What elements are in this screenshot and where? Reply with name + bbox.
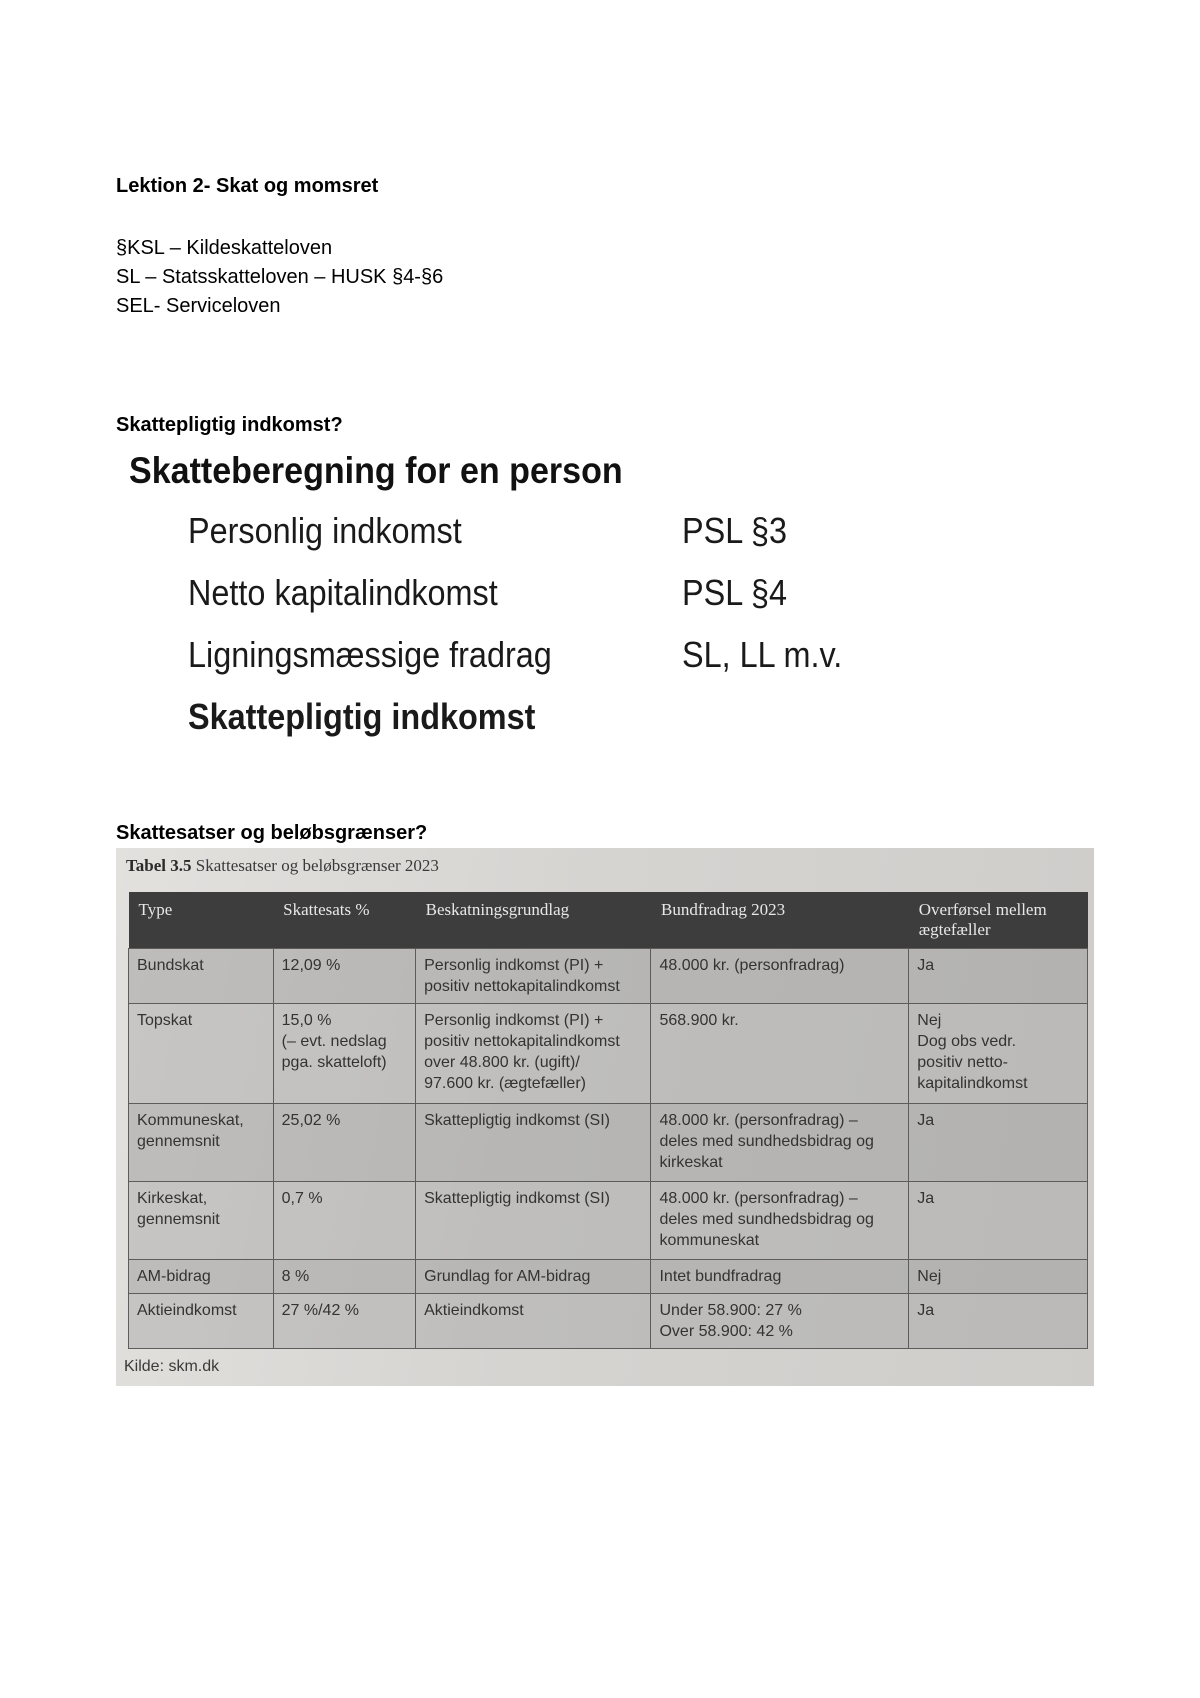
- page-title: Lektion 2- Skat og momsret: [116, 175, 379, 197]
- table-cell: Nej: [909, 1260, 1088, 1294]
- table-row: [129, 1294, 1088, 1349]
- slide-row-label: Personlig indkomst: [188, 510, 462, 551]
- table-cell: 48.000 kr. (personfradrag) – deles med sundhedsbidrag og kommuneskat: [651, 1182, 909, 1260]
- table-cell: 48.000 kr. (personfradrag) – deles med sundhedsbidrag og kirkeskat: [651, 1104, 909, 1182]
- table-cell: 12,09 %: [273, 949, 415, 1004]
- table-cell: Intet bundfradrag: [651, 1260, 909, 1294]
- table-cell: Kommuneskat, gennemsnit: [129, 1104, 274, 1182]
- table-cell: Nej Dog obs vedr. positiv netto- kapitalindkomst: [909, 1004, 1088, 1104]
- law-list: [116, 234, 443, 321]
- table-cell: 8 %: [273, 1260, 415, 1294]
- table-cell: Kirkeskat, gennemsnit: [129, 1182, 274, 1260]
- column-header: Overførsel mellem ægtefæller: [909, 892, 1088, 949]
- slide-row-label: Ligningsmæssige fradrag: [188, 634, 552, 675]
- tax-rates-table-photo: [116, 848, 1094, 1386]
- section-heading-taxable-income: Skattepligtig indkomst?: [116, 414, 343, 436]
- table-row: [129, 1004, 1088, 1104]
- table-caption: [126, 856, 439, 876]
- slide-row-ref: PSL §4: [682, 572, 788, 613]
- table-header-row: [129, 892, 1088, 949]
- table-cell: 568.900 kr.: [651, 1004, 909, 1104]
- column-header: Bundfradrag 2023: [651, 892, 909, 949]
- table-row: [129, 1260, 1088, 1294]
- table-row: [129, 1182, 1088, 1260]
- law-item-sel: SEL- Serviceloven: [116, 295, 281, 317]
- law-item-ksl: §KSL – Kildeskatteloven: [116, 237, 333, 259]
- slide-total: Skattepligtig indkomst: [188, 696, 536, 737]
- column-header: Type: [129, 892, 274, 949]
- table-cell: Grundlag for AM-bidrag: [416, 1260, 651, 1294]
- table-cell: 0,7 %: [273, 1182, 415, 1260]
- table-cell: Under 58.900: 27 % Over 58.900: 42 %: [651, 1294, 909, 1349]
- table-cell: Ja: [909, 1294, 1088, 1349]
- table-cell: Personlig indkomst (PI) + positiv nettokapitalindkomst: [416, 949, 651, 1004]
- table-cell: 25,02 %: [273, 1104, 415, 1182]
- tax-calculation-slide: [116, 444, 876, 754]
- table-cell: Skattepligtig indkomst (SI): [416, 1104, 651, 1182]
- slide-row-ref: PSL §3: [682, 510, 788, 551]
- slide-row-label: Netto kapitalindkomst: [188, 572, 498, 613]
- table-cell: AM-bidrag: [129, 1260, 274, 1294]
- table-cell: 48.000 kr. (personfradrag): [651, 949, 909, 1004]
- table-cell: Bundskat: [129, 949, 274, 1004]
- table-source: Kilde: skm.dk: [124, 1358, 220, 1375]
- table-cell: Topskat: [129, 1004, 274, 1104]
- slide-row-ref: SL, LL m.v.: [682, 634, 843, 675]
- table-cell: 27 %/42 %: [273, 1294, 415, 1349]
- table-cell: 15,0 % (– evt. nedslag pga. skatteloft): [273, 1004, 415, 1104]
- section-heading-tax-rates: Skattesatser og beløbsgrænser?: [116, 822, 428, 844]
- table-row: [129, 1104, 1088, 1182]
- table-cell: Ja: [909, 1104, 1088, 1182]
- law-item-sl: SL – Statsskatteloven – HUSK §4-§6: [116, 266, 444, 288]
- table-cell: Ja: [909, 949, 1088, 1004]
- table-cell: Personlig indkomst (PI) + positiv nettokapitalindkomst over 48.800 kr. (ugift)/ 97.600 kr. (ægtefæller): [416, 1004, 651, 1104]
- slide-title: Skatteberegning for en person: [129, 450, 623, 491]
- table-row: [129, 949, 1088, 1004]
- tax-rates-table: [128, 892, 1088, 1349]
- table-cell: Aktieindkomst: [416, 1294, 651, 1349]
- table-cell: Ja: [909, 1182, 1088, 1260]
- table-caption-label: Tabel 3.5: [126, 856, 192, 875]
- table-cell: Skattepligtig indkomst (SI): [416, 1182, 651, 1260]
- column-header: Beskatningsgrundlag: [416, 892, 651, 949]
- column-header: Skattesats %: [273, 892, 415, 949]
- table-caption-text: Skattesatser og beløbsgrænser 2023: [195, 856, 439, 875]
- table-cell: Aktieindkomst: [129, 1294, 274, 1349]
